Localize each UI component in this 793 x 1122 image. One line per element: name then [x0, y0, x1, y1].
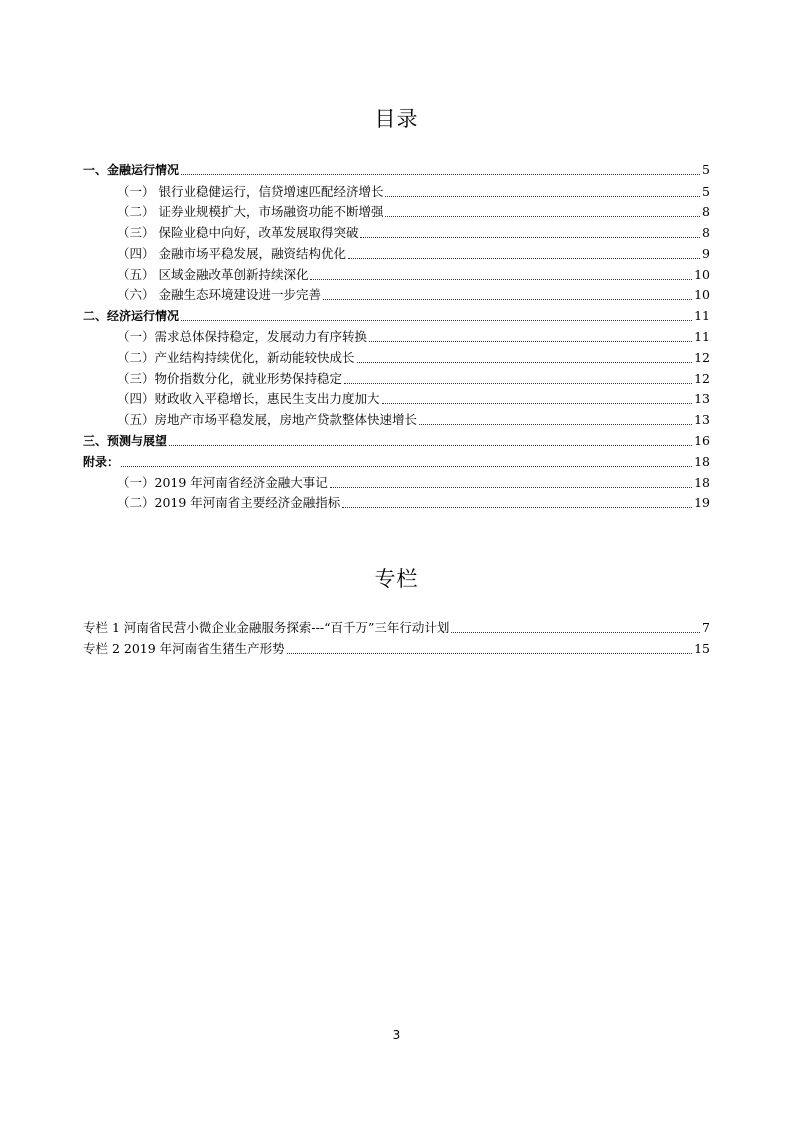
toc-entry-label: （一）2019 年河南省经济金融大事记: [117, 475, 328, 490]
leader-dots: [181, 173, 700, 175]
toc-entry-page: 12: [694, 350, 710, 365]
toc-entry-label: （四）财政收入平稳增长，惠民生支出力度加大: [117, 391, 380, 406]
toc-entry-page: 9: [702, 246, 710, 261]
leader-dots: [121, 465, 692, 467]
toc-entry[interactable]: [117, 325, 710, 345]
leader-dots: [330, 486, 692, 488]
toc-entry[interactable]: [117, 263, 710, 283]
toc-entry[interactable]: [117, 180, 710, 200]
toc-entry-label: 一、金融运行情况: [83, 163, 180, 177]
toc-title: 目录: [374, 107, 419, 131]
toc-entry[interactable]: [117, 387, 710, 407]
toc-entry-section-3[interactable]: [83, 429, 710, 449]
toc-entry[interactable]: [117, 471, 710, 491]
toc-entry[interactable]: [117, 367, 710, 387]
column-entry[interactable]: [83, 616, 710, 636]
toc-entry-page: 11: [694, 308, 710, 323]
toc-entry-label: （二）产业结构持续优化，新动能较快成长: [117, 350, 355, 365]
toc-entry-label: 附录：: [83, 455, 120, 469]
leader-dots: [369, 340, 692, 342]
toc-entry-page: 11: [694, 329, 710, 344]
toc-entry-label: （六） 金融生态环境建设进一步完善: [117, 287, 321, 302]
toc-entry-page: 5: [702, 162, 710, 177]
leader-dots: [348, 257, 700, 259]
toc-entry-label: （三） 保险业稳中向好，改革发展取得突破: [117, 225, 359, 240]
toc-entry[interactable]: [117, 200, 710, 220]
toc-entry[interactable]: [117, 408, 710, 428]
page-number: 3: [392, 1028, 401, 1042]
column-entry-label: 专栏 2 2019 年河南省生猪生产形势: [83, 641, 285, 656]
toc-entry[interactable]: [117, 221, 710, 241]
leader-dots: [385, 215, 700, 217]
leader-dots: [382, 402, 693, 404]
toc-entry-label: （五）房地产市场平稳发展，房地产贷款整体快速增长: [117, 412, 418, 427]
toc-entry-page: 8: [702, 225, 710, 240]
toc-entry[interactable]: [117, 491, 710, 511]
column-entry-page: 15: [694, 641, 710, 656]
toc-entry-page: 16: [694, 433, 710, 448]
toc-entry-label: （一） 银行业稳健运行，信贷增速匹配经济增长: [117, 184, 384, 199]
toc-entry-page: 18: [694, 475, 710, 490]
toc-entry-page: 10: [694, 287, 710, 302]
leader-dots: [385, 195, 700, 197]
leader-dots: [344, 382, 692, 384]
toc-entry[interactable]: [117, 242, 710, 262]
leader-dots: [169, 444, 692, 446]
column-entry[interactable]: [83, 637, 710, 657]
column-entry-label: 专栏 1 河南省民营小微企业金融服务探索---“百千万”三年行动计划: [83, 620, 450, 635]
leader-dots: [181, 319, 692, 321]
toc-entry-label: （二） 证券业规模扩大，市场融资功能不断增强: [117, 204, 384, 219]
toc-entry-page: 12: [694, 371, 710, 386]
toc-entry-label: （二）2019 年河南省主要经济金融指标: [117, 495, 341, 510]
toc-entry-page: 5: [702, 184, 710, 199]
toc-entry-page: 8: [702, 204, 710, 219]
leader-dots: [287, 652, 692, 654]
leader-dots: [310, 278, 692, 280]
toc-entry-page: 13: [694, 391, 710, 406]
toc-entry[interactable]: [117, 346, 710, 366]
toc-entry-appendix[interactable]: [83, 450, 710, 470]
toc-entry[interactable]: [117, 283, 710, 303]
toc-entry-section-1[interactable]: [83, 158, 710, 178]
toc-entry-label: （五） 区域金融改革创新持续深化: [117, 267, 309, 282]
leader-dots: [451, 631, 700, 633]
toc-entry-page: 18: [694, 454, 710, 469]
toc-entry-page: 10: [694, 267, 710, 282]
leader-dots: [357, 361, 693, 363]
leader-dots: [342, 506, 692, 508]
toc-entry-label: （三）物价指数分化，就业形势保持稳定: [117, 371, 343, 386]
column-entry-page: 7: [702, 620, 710, 635]
toc-entry-page: 13: [694, 412, 710, 427]
toc-entry-label: （四） 金融市场平稳发展，融资结构优化: [117, 246, 346, 261]
leader-dots: [419, 423, 692, 425]
columns-title: 专栏: [374, 567, 419, 591]
toc-entry-label: 三、预测与展望: [83, 434, 168, 448]
toc-entry-section-2[interactable]: [83, 304, 710, 324]
leader-dots: [360, 236, 700, 238]
toc-entry-label: 二、经济运行情况: [83, 309, 180, 323]
toc-entry-page: 19: [694, 495, 710, 510]
toc-entry-label: （一）需求总体保持稳定，发展动力有序转换: [117, 329, 368, 344]
leader-dots: [323, 298, 692, 300]
